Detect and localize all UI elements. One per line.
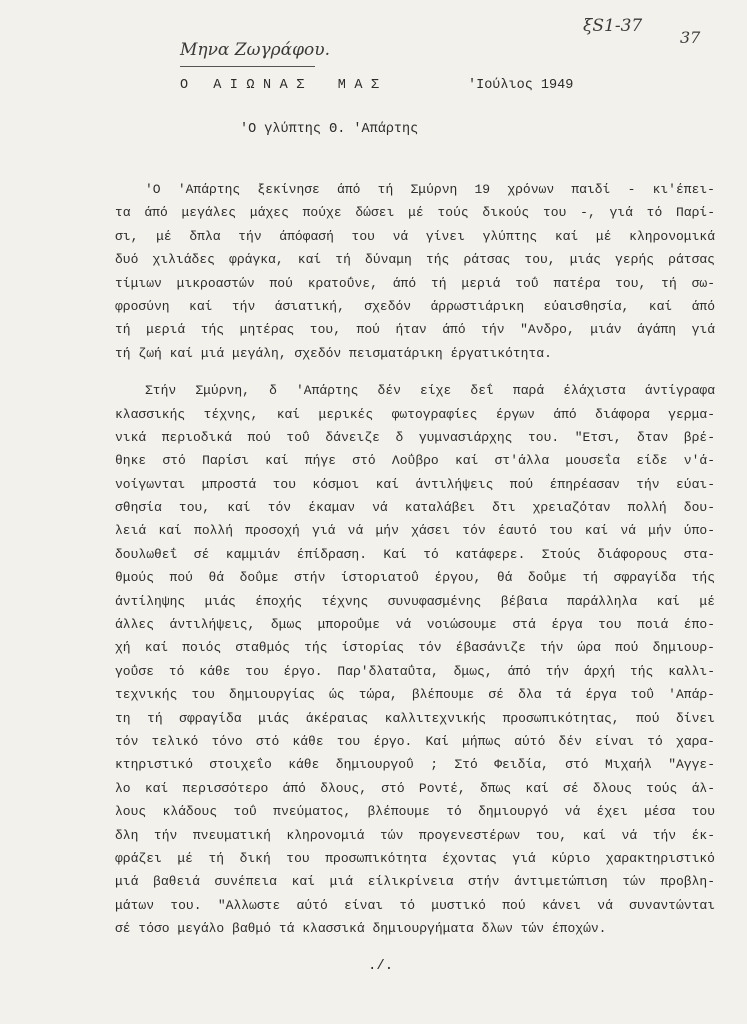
text-line: τή ζωή καί μιά μεγάλη, σχεδόν πεισματάρικη έργατικότητα. — [115, 345, 552, 361]
publication-title: Ο Α Ι Ω Ν Α Σ Μ Α Σ — [180, 78, 380, 93]
text-line: μάτων του. "Αλλωστε αύτό είναι τό μυστικό πού κάνει νά συναντώνται — [115, 897, 715, 913]
text-line: θμούς πού θά δοΰμε στήν ίστοριατοΰ έργου, θά δοΰμε τή σφραγίδα τής — [115, 570, 715, 586]
text-line: φράζει μέ τή δική του προσωπικότητα έχοντας γιά κύριο χαρακτηριστικό — [115, 850, 715, 866]
text-line: τόν τελικό τόνο στό κάθε του έργο. Καί μήπως αύτό δέν είναι τό χαρα- — [115, 733, 715, 749]
publication-date: 'Ιούλιος 1949 — [468, 78, 574, 93]
text-line: τίμιων μικροαστών πού κρατοΰνε, άπό τή μεριά τοΰ πατέρα του, τή σω- — [115, 275, 715, 291]
text-line: άντίληψης μιάς έποχής τέχνης συνυφασμένης βέβαια παράλληλα καί μέ — [115, 593, 715, 609]
text-line: σθησία του, καί τόν έκαμαν νά καταλάβει δτι χρειαζόταν πολλή δου- — [115, 500, 715, 516]
text-line: τη τή σφραγίδα μιάς άκέραιας καλλιτεχνικής προσωπικότητας, πού δίνει — [115, 710, 715, 726]
text-line: τή μεριά τής μητέρας του, πού ήταν άπό τήν "Ανδρο, μιάν άγάπη γιά — [115, 322, 715, 338]
text-line: τα άπό μεγάλες μάχες πούχε δώσει μέ τούς δικούς του -, γιά τό Παρί- — [115, 205, 715, 221]
end-mark: ./. — [368, 958, 394, 974]
text-line: φροσύνη καί τήν άσιατική, σχεδόν άρρωστιάρικη εύαισθησία, καί άπό — [115, 298, 715, 314]
text-line: σι, μέ δπλα τήν άπόφασή του νά γίνει γλύπτης καί μέ κληρονομικά — [115, 228, 715, 244]
text-line: δυό χιλιάδες φράγκα, καί τή δύναμη τής ράτσας του, μιάς γερής ράτσας — [115, 252, 715, 268]
paragraph-gap — [115, 365, 715, 379]
text-line: Στήν Σμύρνη, δ 'Απάρτης δέν είχε δεΐ παρά έλάχιστα άντίγραφα — [145, 383, 715, 399]
text-line: δλη τήν πνευματική κληρονομιά τών προγενεστέρων του, καί νά τήν έκ- — [115, 827, 715, 843]
text-line: λο καί περισσότερο άπό δλους, στό Ροντέ, δπως καί σέ δλους τούς άλ- — [115, 780, 715, 796]
text-line: λειά καί πολλή προσοχή γιά νά μήν χάσει τόν έαυτό του καί νά μήν ύπο- — [115, 523, 715, 539]
text-line: δουλωθεΐ σέ καμμιάν έπίδραση. Καί τό κατάφερε. Στούς διάφορους στα- — [115, 546, 715, 562]
text-line: 'Ο 'Απάρτης ξεκίνησε άπό τή Σμύρνη 19 χρόνων παιδί - κι'έπει- — [145, 182, 715, 197]
text-line: άλλες άντιλήψεις, δμως μποροΰμε νά νοιώσουμε στά έργα του ποιά έπο- — [115, 617, 715, 633]
article-title: 'Ο γλύπτης Θ. 'Απάρτης — [240, 122, 419, 137]
text-line: λους κλάδους τοΰ πνεύματος, βλέπουμε τό δημιουργό νά έχει μέσα του — [115, 804, 715, 820]
text-line: χή καί ποιός σταθμός τής ίστορίας τόν έβασάνιζε τήν ώρα πού δημιουρ- — [115, 640, 715, 656]
handwritten-underline — [180, 66, 315, 67]
text-line: σέ τόσο μεγάλο βαθμό τά κλασσικά δημιουργήματα δλων τών έποχών. — [115, 921, 607, 937]
text-line: νοίγωνται μπροστά του κόσμοι καί άντιλήψεις πού έπηρέασαν τήν εύαι- — [115, 476, 715, 492]
text-line: τεχνικής του δημιουργίας ώς τώρα, βλέπουμε σέ δλα τά έργα τοΰ 'Απάρ- — [115, 687, 715, 703]
text-line: μιά βαθειά συνέπεια καί μιά είλικρίνεια στήν άντιμετώπιση τών προβλη- — [115, 874, 715, 890]
text-line: θηκε στό Παρίσι καί πήγε στό Λοΰβρο καί στ'άλλα μουσεΐα είδε ν'ά- — [115, 453, 715, 469]
text-line: κλασσικής τέχνης, καί μερικές φωτογραφίες έργων άπό διάφορα γερμα- — [115, 406, 715, 422]
page-number: 37 — [680, 28, 701, 47]
article-body — [115, 178, 715, 941]
text-line: κτηριστικό στοιχεΐο κάθε δημιουργοΰ ; Στό Φειδία, στό Μιχαήλ "Αγγε- — [115, 757, 715, 773]
text-line: γοΰσε τό κάθε του έργο. Παρ'δλαταΰτα, δμως, άπό τήν άρχή τής καλλι- — [115, 663, 715, 679]
text-line: νικά περιοδικά πού τοΰ δάνειζε δ γυμνασιάρχης του. "Ετσι, δταν βρέ- — [115, 429, 715, 445]
archive-code: ξS1-37 — [583, 16, 643, 36]
handwritten-note: Μηνα Ζωγράφου. — [180, 40, 330, 60]
